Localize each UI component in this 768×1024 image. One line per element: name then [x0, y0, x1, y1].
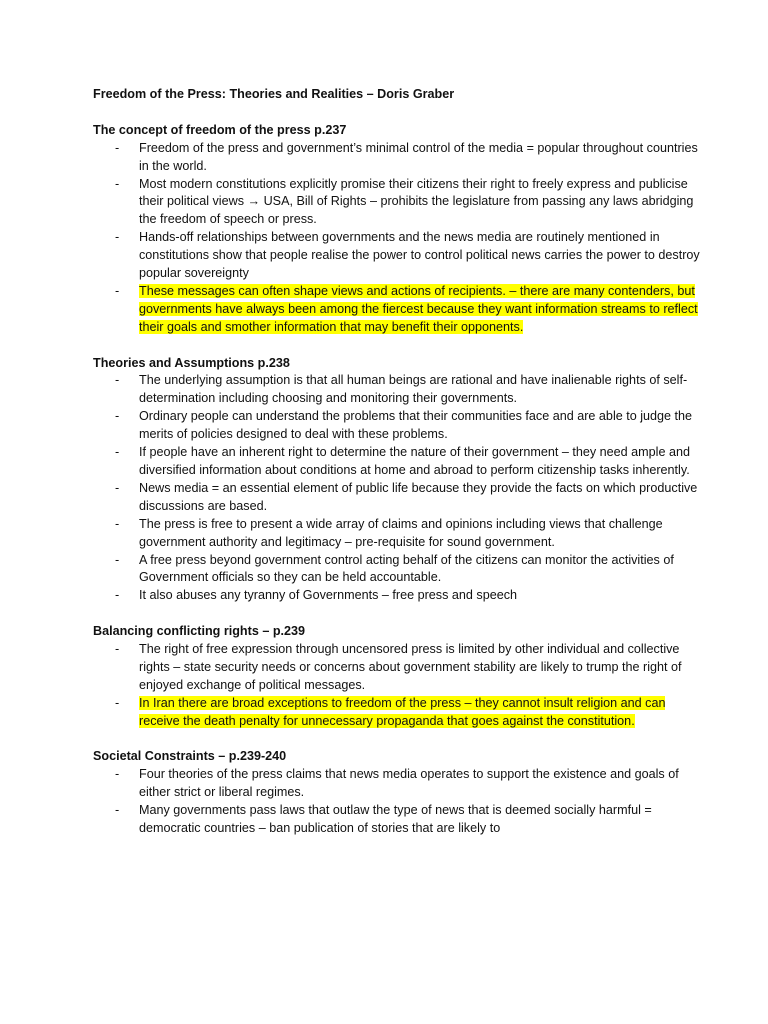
section-balancing [93, 623, 708, 730]
dash-marker: - [115, 642, 120, 657]
list-item [93, 802, 708, 838]
section-heading: Societal Constraints – p.239-240 [93, 749, 287, 764]
dash-marker: - [115, 283, 120, 298]
highlighted-bullet-text: These messages can often shape views and actions of recipients. – there are many contenders, but governments have always been among the fiercest because they want information streams to reflect their goals and smother information that may benefit their opponents. [139, 283, 698, 334]
bullet-text: Many governments pass laws that outlaw the type of news that is deemed socially harmful = democratic countries – ban publication of stories that are likely to [139, 803, 652, 836]
dash-marker: - [115, 373, 120, 388]
list-item [93, 480, 708, 516]
section-concept [93, 122, 708, 337]
bullet-list [93, 372, 708, 605]
list-item [93, 695, 708, 731]
list-item [93, 176, 708, 230]
list-item [93, 229, 708, 283]
dash-marker: - [115, 588, 120, 603]
dash-marker: - [115, 230, 120, 245]
list-item [93, 766, 708, 802]
list-item [93, 140, 708, 176]
bullet-text: The press is free to present a wide array of claims and opinions including views that challenge government authority and legitimacy – pre-requisite for sound government. [139, 516, 663, 549]
list-item [93, 552, 708, 588]
bullet-text: Most modern constitutions explicitly promise their citizens their right to freely express and publicise their political views → USA, Bill of Rights – prohibits the legislature from passing any laws abridging the freedom of speech or press. [139, 176, 694, 227]
list-item [93, 444, 708, 480]
bullet-list [93, 641, 708, 731]
bullet-text: If people have an inherent right to determine the nature of their government – they need ample and diversified information about conditions at home and abroad to perform citizenship tasks inherently. [139, 445, 690, 477]
section-theories [93, 355, 708, 606]
bullet-text: Hands-off relationships between governments and the news media are routinely mentioned in constitutions show that people realise the power to control political news carries the power to destroy popular sovereignty [139, 230, 700, 281]
section-heading: The concept of freedom of the press p.237 [93, 122, 347, 137]
dash-marker: - [115, 803, 120, 818]
section-heading: Balancing conflicting rights – p.239 [93, 624, 306, 639]
bullet-text: It also abuses any tyranny of Governments – free press and speech [139, 588, 518, 603]
dash-marker: - [115, 552, 120, 567]
dash-marker: - [115, 516, 120, 531]
bullet-text: Freedom of the press and government’s minimal control of the media = popular throughout countries in the world. [139, 140, 698, 173]
highlighted-bullet-text: In Iran there are broad exceptions to freedom of the press – they cannot insult religion and can receive the death penalty for unnecessary propaganda that goes against the constitution. [139, 695, 666, 728]
document-title: Freedom of the Press: Theories and Realities – Doris Graber [93, 87, 455, 101]
bullet-list [93, 140, 708, 337]
dash-marker: - [115, 695, 120, 710]
bullet-text: A free press beyond government control acting behalf of the citizens can monitor the activities of Government officials so they can be held accountable. [139, 552, 674, 585]
list-item [93, 641, 708, 695]
bullet-list [93, 766, 708, 838]
dash-marker: - [115, 480, 120, 495]
dash-marker: - [115, 445, 120, 460]
list-item [93, 372, 708, 408]
list-item [93, 283, 708, 337]
bullet-text: Four theories of the press claims that news media operates to support the existence and goals of either strict or liberal regimes. [139, 767, 679, 800]
list-item [93, 587, 708, 605]
dash-marker: - [115, 176, 120, 191]
dash-marker: - [115, 767, 120, 782]
list-item [93, 408, 708, 444]
section-societal [93, 748, 708, 838]
bullet-text: News media = an essential element of public life because they provide the facts on which productive discussions are based. [139, 480, 698, 513]
list-item [93, 516, 708, 552]
dash-marker: - [115, 140, 120, 155]
bullet-text: Ordinary people can understand the problems that their communities face and are able to judge the merits of policies designed to deal with these problems. [139, 409, 693, 442]
bullet-text: The underlying assumption is that all human beings are rational and have inalienable rights of self-determination including choosing and monitoring their governments. [139, 373, 688, 406]
bullet-text: The right of free expression through uncensored press is limited by other individual and collective rights – state security needs or concerns about government stability are likely to trump the right of enjoyed exchange of political messages. [139, 642, 682, 692]
dash-marker: - [115, 409, 120, 424]
section-heading: Theories and Assumptions p.238 [93, 355, 290, 370]
